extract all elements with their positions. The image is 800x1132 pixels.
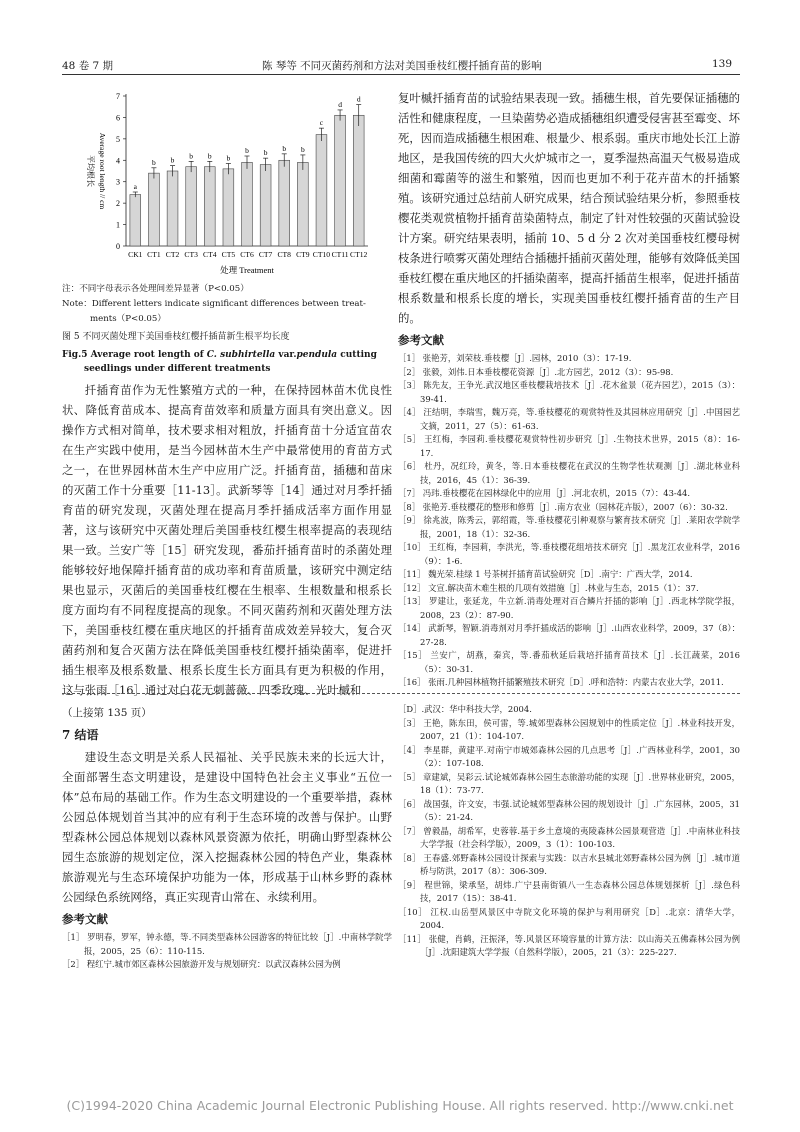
bottom-left-column xyxy=(62,703,392,972)
x-tick-label: CT10 xyxy=(312,250,331,259)
reference-item: ［7］ 冯玮.垂枝樱花在园林绿化中的应用［J］.河北农机，2015（7）：43-44. xyxy=(398,488,691,498)
significance-letter: b xyxy=(300,144,305,154)
conclusion-paragraph: 建设生态文明是关系人民福祉、关乎民族未来的长远大计，全面部署生态文明建设，是建设中国特色社会主义事业“五位一体”总布局的基础工作。作为生态文明建设的一个重要举措，森林公园总体规划首当其冲的应有利于生态环境的改善与保护。山野型森林公园总体规划以森林风景资源为依托，明确山野型森林公园生态旅游的规划定位，深入挖掘森林公园的特色产业，集森林旅游观光与生态环境保护功能为一体，形成基于山林乡野的森林公园绿色系统网络，真正实现青山常在、永续利用。 xyxy=(62,750,392,904)
figure-note-en-line1: Note：Different letters indicate significant differences between treat- xyxy=(62,299,366,309)
y-tick-label: 7 xyxy=(116,92,120,101)
significance-letter: b xyxy=(207,151,212,161)
x-axis-label: 处理 Treatment xyxy=(220,265,274,274)
x-tick-label: CT11 xyxy=(331,250,349,259)
bar xyxy=(353,115,364,246)
significance-letter: b xyxy=(170,155,175,165)
bar-chart xyxy=(62,88,392,274)
figure-note-en-line2: ments（P<0.05） xyxy=(90,314,166,324)
reference-item: ［2］ 张毅，刘伟.日本垂枝樱花资源［J］.北方园艺，2012（3）：95-98. xyxy=(398,366,674,377)
bar xyxy=(279,160,290,246)
reference-item: ［9］ 徐兆波，陈秀云，郭绍霞，等.垂枝樱花引种观察与繁育技术研究［J］.莱阳农学院学报，2001，18（1）：32-36. xyxy=(398,515,740,539)
reference-item: ［6］ 战国强，许文安，韦强.试论城郊型森林公园的规划设计［J］.广东园林，2005，31（5）：21-24. xyxy=(398,798,740,822)
continued-from-note: （上接第 135 页） xyxy=(62,707,152,719)
discussion-paragraph: 扦插育苗作为无性繁殖方式的一种，在保持园林苗木优良性状、降低育苗成本、提高育苗效率和质量方面具有突出意义。因操作方式相对简单，技术要求相对粗放，扦插育苗十分适宜苗农在生产实践中使用，是当今园林苗木生产中最常使用的育苗方式之一，在世界园林苗木生产中应用广泛。扦插育苗，插穗和苗床的灭菌工作十分重要［11-13］。武新琴等［14］通过对月季扦插育苗的研究发现，灭菌处理在提高月季扦插成活率方面作用显著，这与该研究中灭菌处理后美国垂枝红樱生根率提高的表现结果一致。兰安广等［15］研究发现，番茄扦插育苗时的杀菌处理能够较好地保障扦插育苗的成功率和育苗质量，该研究中测定结果也显示，灭菌后的美国垂枝红樱在生根率、生根数量和根系长度方面均有不同程度提高的现象。不同灭菌药剂和灭菌处理方法下，美国垂枝红樱在重庆地区的扦插育苗成效差异较大，复合灭菌药剂和复合灭菌方法在降低美国垂枝红樱扦插染菌率，促进扦插生根率及根系数量、根系长度生长方面具有更为积极的作用，这与张雨［16］通过对白花无刺蔷薇、四季玫瑰、光叶槭和 xyxy=(62,383,392,697)
y-tick-label: 6 xyxy=(116,113,120,123)
significance-letter: d xyxy=(356,94,361,104)
bar xyxy=(167,171,178,246)
bar xyxy=(149,173,160,246)
x-tick-label: CT7 xyxy=(258,250,273,259)
reference-item: ［3］ 陈先友，王争光.武汉地区垂枝樱栽培技术［J］.花木盆景（花卉园艺），2015（3）：39-41. xyxy=(398,380,740,404)
x-tick-label: CT3 xyxy=(184,250,198,259)
reference-item: ［10］ 江权.山岳型风景区中寺院文化环境的保护与利用研究［D］.北京：清华大学，2004. xyxy=(398,906,740,930)
reference-item: ［8］ 张艳芳.垂枝樱花的整形和修剪［J］.南方农业（园林花卉版），2007（6）：30-32. xyxy=(398,501,728,512)
bar xyxy=(316,135,327,246)
reference-item: ［6］ 杜丹，况红玲，黄冬，等.日本垂枝樱花在武汉的生物学性状观测［J］.湖北林业科技，2016，45（1）：36-39. xyxy=(398,461,740,485)
left-column xyxy=(62,88,392,700)
reference-item: ［12］ 文宣.解决苗木难生根的几项有效措施［J］.林业与生态，2015（1）：37. xyxy=(398,582,699,593)
significance-letter: b xyxy=(226,153,231,163)
reference-item: ［7］ 曾毅晶，胡希军，史蓉蓉.基于乡土意境的夷陵森林公园景观营造［J］.中南林业科技大学学报（社会科学版），2009，3（1）：100-103. xyxy=(398,825,740,849)
bar xyxy=(335,115,346,246)
bar xyxy=(130,195,141,246)
significance-letter: b xyxy=(245,146,249,155)
reference-item: ［5］ 王红梅，李园莉.垂枝樱花观赏特性初步研究［J］.生物技术世界，2015（8）：16-17. xyxy=(398,434,740,458)
reference-item: ［11］ 魏光荣.桂绿 1 号茶树扦插育苗试验研究［D］.南宁：广西大学，2014. xyxy=(398,569,693,579)
x-tick-label: CK1 xyxy=(128,250,143,259)
reference-item: ［4］ 汪结明，李瑞雪，魏万亮，等.垂枝樱花的观赏特性及其园林应用研究［J］.中国园艺文摘，2011，27（5）：61-63. xyxy=(398,407,740,431)
x-tick-label: CT2 xyxy=(165,250,180,259)
article-divider xyxy=(62,693,740,694)
references-title: 参考文献 xyxy=(398,333,444,347)
significance-letter: b xyxy=(263,148,268,158)
running-title: 陈 琴等 不同灭菌药剂和方法对美国垂枝红樱扦插育苗的影响 xyxy=(262,60,542,72)
bottom-references-left xyxy=(62,931,392,972)
reference-item: ［2］ 程红宁.城市郊区森林公园旅游开发与规划研究：以武汉森林公园为例 xyxy=(62,959,341,969)
y-tick-label: 0 xyxy=(116,242,120,251)
y-tick-label: 4 xyxy=(116,156,120,166)
significance-letter: b xyxy=(152,157,156,167)
bar xyxy=(223,169,234,246)
x-tick-label: CT12 xyxy=(350,250,368,259)
x-tick-label: CT1 xyxy=(147,250,161,259)
references-list xyxy=(398,352,740,690)
discussion-continued: 复叶槭扦插育苗的试验结果表现一致。插穗生根，首先要保证插穗的活性和健康程度，一旦染菌势必造成插穗组织遭受侵害甚至霉变、坏死，因而造成插穗生根困难、根量少、根系弱。重庆市地处长江上游地区，是我国传统的四大火炉城市之一，夏季湿热高温天气极易造成细菌和霉菌等的滋生和繁殖，因而也更加不利于花卉苗木的扦插繁殖。该研究通过总结前人研究成果，结合预试验结果分析，参照垂枝樱花类观赏植物扦插育苗染菌特点，制定了针对性较强的灭菌试验设计方案。研究结果表明，插前 10、5 d 分 2 次对美国垂枝红樱母树枝条进行喷雾灭菌处理结合插穗扦插前灭菌处理，能够有效降低美国垂枝红樱在重庆地区的扦插染菌率，提高扦插苗生根率，促进扦插苗根系数量和根系长度的增长，实现美国垂枝红樱扦插育苗的生产目的。 xyxy=(398,91,740,325)
bar xyxy=(204,167,215,246)
x-tick-label: CT8 xyxy=(277,250,291,259)
figure-caption-en: Fig.5 Average root length of C. subhirtella var.pendula cutting seedlings under different treatments xyxy=(62,350,377,374)
reference-item: ［1］ 张艳芳，刘荣枝.垂枝樱［J］.园林，2010（3）：17-19. xyxy=(398,353,632,363)
copyright-footer: (C)1994-2020 China Academic Journal Electronic Publishing House. All rights reserved. http://www.cnki.net xyxy=(66,1098,734,1113)
reference-item: ［3］ 王艳，陈东田，侯可雷，等.城郊型森林公园规划中的性质定位［J］.林业科技开发，2007，21（1）：104-107. xyxy=(398,717,740,741)
reference-item: ［D］.武汉：华中科技大学，2004. xyxy=(398,704,532,714)
y-axis-label-en: Average root length // cm xyxy=(98,132,107,210)
y-tick-label: 2 xyxy=(116,199,120,209)
figure-5 xyxy=(62,88,392,274)
significance-letter: d xyxy=(338,99,342,109)
reference-item: ［15］ 兰安广，胡燕，秦宾，等.番茄秋延后栽培扦插育苗技术［J］.长江蔬菜，2016（5）：30-31. xyxy=(398,650,740,674)
x-tick-label: CT9 xyxy=(296,250,310,259)
reference-item: ［13］ 罗建让，张延龙，牛立新.消毒处理对百合鳞片扦插的影响［J］.西北林学院学报，2008，23（2）：87-90. xyxy=(398,596,740,620)
y-axis-label-cn: 平均根长 xyxy=(86,155,95,187)
bar xyxy=(186,167,197,246)
bar xyxy=(260,165,271,246)
bottom-references-title: 参考文献 xyxy=(62,912,108,926)
significance-letter: b xyxy=(189,151,194,161)
bar xyxy=(242,162,253,246)
reference-item: ［16］ 张雨.几种园林植物扦插繁殖技术研究［D］.呼和浩特：内蒙古农业大学，2011. xyxy=(398,677,724,687)
reference-item: ［1］ 罗明春，罗军，钟永德，等.不同类型森林公园游客的特征比较［J］.中南林学院学报，2005，25（6）：110-115. xyxy=(62,932,392,956)
bottom-right-column xyxy=(398,703,740,960)
bottom-references-right xyxy=(398,703,740,960)
conclusion-heading: 7 结语 xyxy=(62,728,99,742)
reference-item: ［5］ 章建斌，吴彩云.试论城郊森林公园生态旅游功能的实现［J］.世界林业研究，2005，18（1）：73-77. xyxy=(398,771,740,795)
significance-letter: a xyxy=(133,182,137,191)
x-tick-label: CT4 xyxy=(203,250,217,259)
reference-item: ［14］ 武新琴，智颖.消毒剂对月季扦插成活的影响［J］.山西农业科学，2009，37（8）：27-28. xyxy=(398,623,740,647)
journal-issue: 48 卷 7 期 xyxy=(62,60,114,72)
significance-letter: b xyxy=(282,143,287,153)
reference-item: ［10］ 王红梅，李园莉，李洪光，等.垂枝樱花组培技术研究［J］.黑龙江农业科学，2016（9）：1-6. xyxy=(398,542,740,566)
x-tick-label: CT6 xyxy=(240,250,254,259)
y-tick-label: 1 xyxy=(116,220,120,230)
figure-note-cn: 注：不同字母表示各处理间差异显著（P<0.05） xyxy=(62,284,249,294)
right-column xyxy=(398,88,740,690)
header-rule xyxy=(62,74,740,75)
page-number: 139 xyxy=(712,58,733,70)
y-tick-label: 3 xyxy=(116,177,120,187)
figure-caption-cn: 图 5 不同灭菌处理下美国垂枝红樱扦插苗新生根平均长度 xyxy=(62,332,290,342)
significance-letter: c xyxy=(319,118,324,128)
reference-item: ［9］ 程世锦，梁承坚，胡炜.广宁县南街镇八一生态森林公园总体规划探析［J］.绿色科技，2017（15）：38-41. xyxy=(398,879,740,903)
reference-item: ［8］ 王春盛.郊野森林公园设计探索与实践：以吉水县城北郊野森林公园为例［J］.城市道桥与防洪，2017（8）：306-309. xyxy=(398,852,740,876)
x-tick-label: CT5 xyxy=(221,250,236,259)
reference-item: ［11］ 张健，肖鹤，汪振泽，等.风景区环境容量的计算方法：以山海关五佛森林公园为例［J］.沈阳建筑大学学报（自然科学版），2005，21（3）：225-227. xyxy=(398,933,740,957)
reference-item: ［4］ 李星群，黄建平.对南宁市城郊森林公园的几点思考［J］.广西林业科学，2001，30（2）：107-108. xyxy=(398,744,740,768)
bar xyxy=(297,162,308,246)
y-tick-label: 5 xyxy=(116,134,120,144)
